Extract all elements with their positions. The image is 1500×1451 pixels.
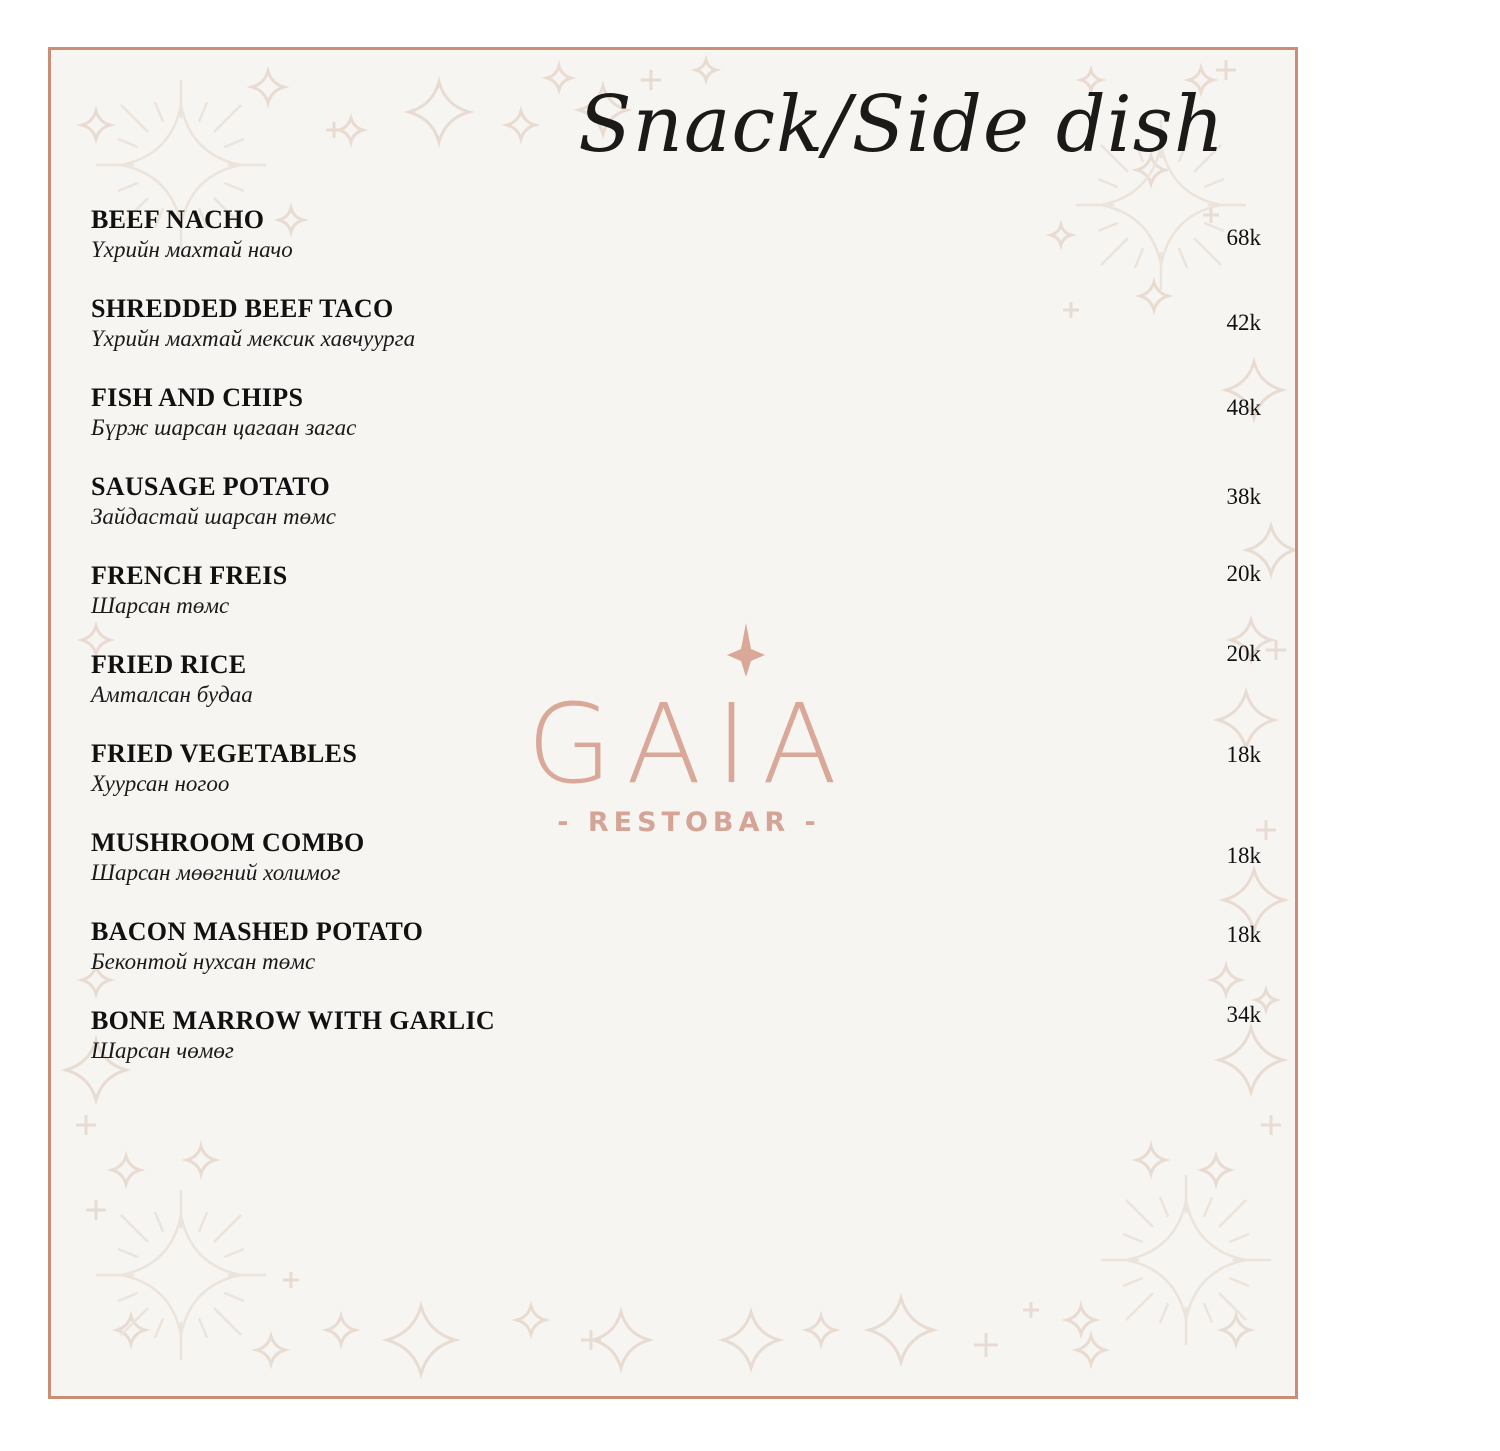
sparkle-icon: [76, 1115, 96, 1135]
item-description: Үхрийн махтай начо: [91, 237, 293, 262]
sparkle-icon: [1137, 1146, 1165, 1174]
sparkle-icon: [387, 1306, 455, 1374]
sparkle-burst-icon: [1123, 1278, 1143, 1286]
sparkle-burst-icon: [224, 1293, 244, 1301]
item-description: Үхрийн махтай мексик хавчуурга: [91, 326, 416, 351]
menu-item: [91, 917, 1261, 997]
sparkle-burst-icon: [224, 1249, 244, 1257]
sparkle-burst-icon: [118, 1293, 138, 1301]
menu-item: [91, 739, 1261, 819]
sparkle-burst-icon: [121, 1215, 148, 1242]
sparkle-burst-icon: [118, 183, 138, 191]
sparkle-burst-icon: [155, 102, 163, 122]
sparkle-burst-icon: [1229, 1278, 1249, 1286]
sparkle-icon: [257, 1336, 285, 1364]
sparkle-burst-icon: [1219, 1200, 1246, 1227]
menu-card: [48, 47, 1298, 1399]
sparkle-icon: [327, 1316, 355, 1344]
sparkle-icon: [593, 1312, 649, 1368]
sparkle-burst-icon: [214, 1215, 241, 1242]
sparkle-burst-icon: [118, 139, 138, 147]
sparkle-icon: [1067, 1306, 1095, 1334]
item-price: 20k: [1226, 561, 1261, 586]
item-name: BONE MARROW WITH GARLIC: [91, 1006, 495, 1035]
sparkle-icon: [696, 60, 716, 80]
logo-wordmark: GAIA: [526, 680, 852, 808]
sparkle-burst-icon: [199, 1212, 207, 1232]
sparkle-icon: [581, 1330, 601, 1350]
item-price: 18k: [1226, 843, 1261, 868]
sparkle-icon: [82, 111, 110, 139]
item-description: Шарсан төмс: [91, 593, 230, 618]
sparkle-icon: [974, 1333, 998, 1357]
item-name: FISH AND CHIPS: [91, 383, 304, 412]
sparkle-icon: [869, 1298, 933, 1362]
item-price: 48k: [1226, 395, 1261, 420]
item-price: 68k: [1226, 225, 1261, 250]
item-name: SAUSAGE POTATO: [91, 472, 330, 501]
sparkle-icon: [507, 111, 535, 139]
item-description: Амталсан будаа: [91, 682, 253, 707]
sparkle-icon: [283, 1272, 299, 1288]
item-price: 42k: [1226, 310, 1261, 335]
sparkle-burst-icon: [1219, 1293, 1246, 1320]
sparkle-icon: [1266, 640, 1286, 660]
item-description: Шарсан чөмөг: [91, 1038, 234, 1063]
menu-item: [91, 383, 1261, 463]
sparkle-burst-icon: [1160, 1303, 1168, 1323]
sparkle-burst-icon: [1204, 1197, 1212, 1217]
sparkle-icon: [326, 122, 342, 138]
sparkle-icon: [339, 118, 363, 142]
menu-item: [91, 472, 1261, 552]
sparkle-burst-icon: [214, 1308, 241, 1335]
item-description: Беконтой нухсан төмс: [91, 949, 316, 974]
sparkle-burst-icon: [1204, 1303, 1212, 1323]
sparkle-burst-icon: [199, 1318, 207, 1338]
sparkle-burst-icon: [155, 1318, 163, 1338]
sparkle-icon: [1261, 1115, 1281, 1135]
item-description: Бүрж шарсан цагаан загас: [91, 415, 357, 440]
item-name: FRIED VEGETABLES: [91, 739, 358, 768]
item-name: SHREDDED BEEF TACO: [91, 294, 394, 323]
item-name: MUSHROOM COMBO: [91, 828, 365, 857]
item-name: BEEF NACHO: [91, 205, 265, 234]
item-name: FRIED RICE: [91, 650, 247, 679]
page-title: Snack/Side dish: [578, 80, 1225, 170]
sparkle-icon: [187, 1146, 215, 1174]
sparkle-burst-icon: [1098, 179, 1118, 187]
sparkle-icon: [1216, 60, 1236, 80]
item-price: 18k: [1226, 742, 1261, 767]
sparkle-icon: [547, 66, 571, 90]
sparkle-burst-icon: [199, 102, 207, 122]
item-name: FRENCH FREIS: [91, 561, 288, 590]
sparkle-burst-icon: [1126, 1200, 1153, 1227]
menu-item: [91, 294, 1261, 374]
menu-item: [91, 561, 1261, 641]
sparkle-burst-icon: [1204, 179, 1224, 187]
sparkle-burst-icon: [1229, 1234, 1249, 1242]
sparkle-icon: [117, 1316, 145, 1344]
item-price: 18k: [1226, 922, 1261, 947]
sparkle-icon: [252, 71, 284, 103]
menu-item: [91, 641, 1261, 730]
item-description: Хуурсан ногоо: [91, 771, 230, 796]
sparkle-burst-icon: [118, 1249, 138, 1257]
item-price: 20k: [1226, 641, 1261, 666]
sparkle-icon: [1202, 1156, 1230, 1184]
menu-item: [91, 1002, 1261, 1086]
sparkle-icon: [112, 1156, 140, 1184]
sparkle-burst-icon: [155, 1212, 163, 1232]
sparkle-burst-icon: [214, 105, 241, 132]
item-description: Зайдастай шарсан төмс: [91, 504, 337, 529]
menu-item: [91, 205, 1261, 285]
sparkle-icon: [1023, 1302, 1039, 1318]
sparkle-burst-icon: [1123, 1234, 1143, 1242]
item-price: 38k: [1226, 484, 1261, 509]
sparkle-burst-icon: [224, 183, 244, 191]
item-name: BACON MASHED POTATO: [91, 917, 424, 946]
menu-item: [91, 828, 1261, 908]
sparkle-icon: [517, 1306, 545, 1334]
sparkle-icon: [723, 1312, 779, 1368]
sparkle-burst-icon: [1126, 1293, 1153, 1320]
sparkle-burst-icon: [224, 139, 244, 147]
item-description: Шарсан мөөгний холимог: [91, 860, 341, 885]
item-price: 34k: [1226, 1002, 1261, 1027]
sparkle-icon: [1077, 1336, 1105, 1364]
sparkle-icon: [86, 1200, 106, 1220]
sparkle-icon: [807, 1316, 835, 1344]
sparkle-burst-icon: [121, 105, 148, 132]
sparkle-burst-icon: [1160, 1197, 1168, 1217]
sparkle-icon: [409, 82, 469, 142]
logo-subtitle: - RESTOBAR -: [557, 807, 821, 838]
